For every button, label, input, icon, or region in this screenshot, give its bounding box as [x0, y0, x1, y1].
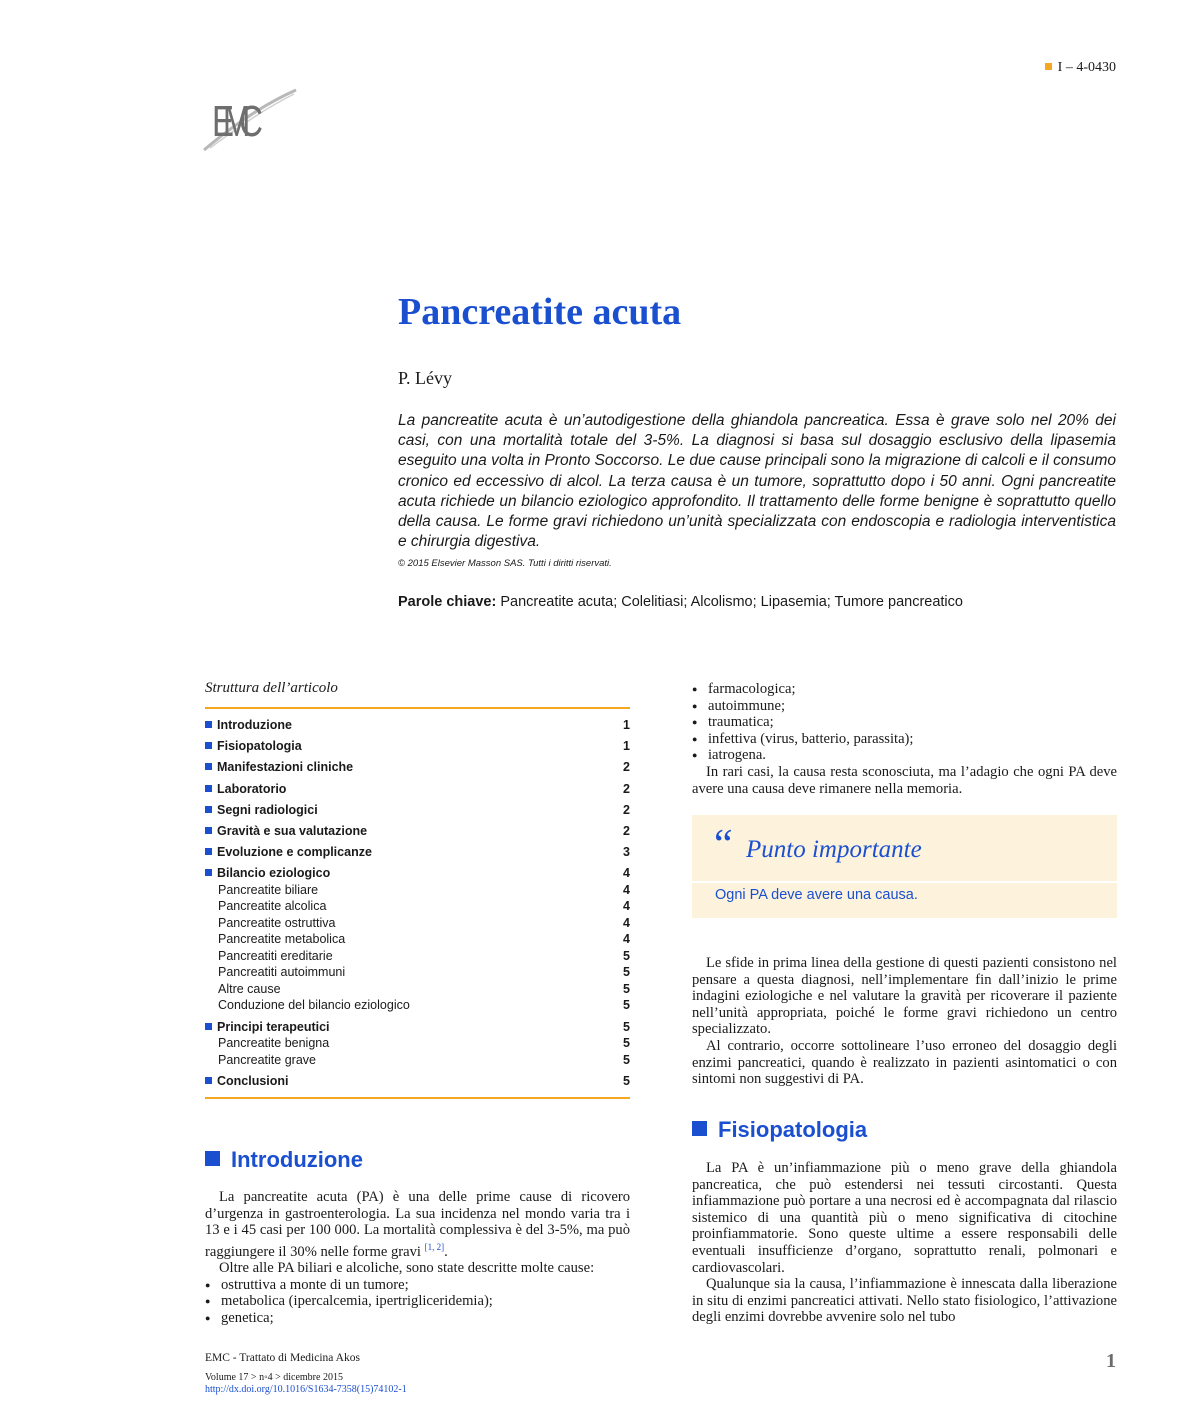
toc-item-label [205, 738, 302, 755]
toc-item-text: Fisiopatologia [217, 739, 302, 754]
doi-link[interactable]: http://dx.doi.org/10.1016/S1634-7358(15)74102-1 [205, 1384, 407, 1395]
toc-item-text: Manifestazioni cliniche [217, 760, 354, 775]
toc-item[interactable] [205, 717, 630, 734]
toc-item-label [205, 781, 286, 798]
introduzione-body [205, 1189, 630, 1327]
toc-item-label [205, 759, 353, 776]
key-point-title: Punto importante [746, 836, 922, 863]
toc-item[interactable] [205, 981, 630, 998]
toc-item-text: Principi terapeutici [217, 1019, 330, 1034]
toc-item-page: 4 [623, 932, 630, 947]
article-title: Pancreatite acuta [398, 291, 682, 333]
toc-item[interactable] [205, 1073, 630, 1090]
toc-item-page: 4 [623, 882, 630, 897]
toc-item-label [205, 844, 372, 861]
toc-item[interactable] [205, 898, 630, 915]
toc-list [205, 709, 630, 1097]
toc-item-text: Evoluzione e complicanze [217, 845, 372, 860]
toc-item[interactable] [205, 997, 630, 1014]
toc-item[interactable] [205, 865, 630, 882]
list-item: ● iatrogena. [692, 747, 1117, 764]
blue-square-icon [205, 1023, 212, 1030]
toc-item-text: Pancreatite ostruttiva [218, 915, 336, 930]
quote-icon: “ [714, 822, 733, 868]
toc-item-label [205, 1019, 330, 1036]
toc-item[interactable] [205, 948, 630, 965]
volume-info: Volume 17 > n◦4 > dicembre 2015 [205, 1372, 343, 1383]
keywords-label: Parole chiave: [398, 594, 497, 610]
list-item: ● genetica; [205, 1310, 630, 1327]
intro-paragraph-1 [205, 1189, 630, 1260]
list-item: ● metabolica (ipercalcemia, ipertrigliceridemia); [205, 1293, 630, 1310]
toc-item[interactable] [205, 1019, 630, 1036]
toc-item-text: Conduzione del bilancio eziologico [218, 998, 410, 1013]
toc-item-text: Pancreatite benigna [218, 1036, 330, 1050]
toc-item[interactable] [205, 915, 630, 932]
toc-item-label [205, 823, 367, 840]
toc-item-label [218, 981, 281, 998]
toc-item[interactable] [205, 802, 630, 819]
toc-item-page: 5 [623, 1073, 630, 1088]
toc-item-text: Conclusioni [217, 1073, 289, 1088]
citation-ref[interactable]: [1, 2] [424, 1241, 445, 1252]
toc-item-page: 5 [623, 998, 630, 1013]
blue-square-icon [205, 848, 212, 855]
toc-item-page: 4 [623, 915, 630, 930]
table-of-contents [205, 680, 630, 1099]
toc-item-label [218, 1052, 316, 1069]
key-point-divider [692, 881, 1117, 883]
intro-p1-end: . [444, 1243, 448, 1260]
blue-square-icon [205, 806, 212, 813]
key-point-box [692, 815, 1117, 918]
cause-list-right [692, 681, 1117, 764]
list-item: ● farmacologica; [692, 681, 1117, 698]
blue-square-icon [205, 763, 212, 770]
toc-item[interactable] [205, 964, 630, 981]
document-code-text: I – 4-0430 [1057, 60, 1116, 75]
toc-item[interactable] [205, 882, 630, 899]
list-item: ● traumatica; [692, 714, 1117, 731]
toc-item-page: 1 [623, 739, 630, 754]
cause-list-left [205, 1277, 630, 1327]
toc-item[interactable] [205, 1052, 630, 1069]
toc-item[interactable] [205, 844, 630, 861]
section-square-icon [692, 1121, 707, 1136]
fisiopatologia-body [692, 1160, 1117, 1326]
article-author: P. Lévy [398, 368, 452, 388]
section-heading-fisiopatologia [692, 1117, 867, 1143]
toc-item-label [205, 717, 292, 734]
orange-square-icon [1045, 63, 1052, 70]
toc-item-page: 4 [623, 899, 630, 914]
toc-item-label [205, 1073, 289, 1090]
toc-item-text: Altre cause [218, 981, 281, 996]
toc-item-text: Pancreatite grave [218, 1052, 316, 1067]
toc-item-text: Laboratorio [217, 781, 287, 796]
section-square-icon [205, 1151, 220, 1166]
intro-p1-text: La pancreatite acuta (PA) è una delle prime cause di ricovero d’urgenza in gastroenterologia. La sua incidenza nel mondo varia tra i 13 e i 45 casi per 100 000. La mortalità complessiva è del 3-5%, ma può raggiungere il 30% nelle forme gravi [205, 1189, 630, 1260]
toc-item-text: Pancreatite biliare [218, 882, 319, 897]
keywords-list: Pancreatite acuta; Colelitiasi; Alcolismo; Lipasemia; Tumore pancreatico [500, 594, 963, 610]
intro-paragraph-2: Oltre alle PA biliari e alcoliche, sono state descritte molte cause: [219, 1260, 595, 1277]
toc-bottom-rule [205, 1097, 630, 1099]
toc-item-text: Bilancio eziologico [217, 866, 331, 881]
right-column-top [692, 681, 1117, 797]
toc-item-page: 5 [623, 1036, 630, 1050]
right-column-middle [692, 955, 1117, 1088]
toc-item-page: 2 [623, 781, 630, 796]
fisio-paragraph-2: Qualunque sia la causa, l’infiammazione è innescata dalla liberazione in situ di enzimi pancreatici attivati. Nello stato fisiologico, l’attivazione degli enzimi dovrebbe avvenire solo nel tubo [692, 1276, 1117, 1326]
toc-item-page: 2 [623, 760, 630, 775]
blue-square-icon [205, 721, 212, 728]
logo-text: EMC [212, 97, 263, 147]
toc-item-text: Segni radiologici [217, 802, 318, 817]
toc-item-text: Pancreatiti autoimmuni [218, 965, 346, 980]
blue-square-icon [205, 869, 212, 876]
toc-item-label [205, 865, 330, 882]
toc-item-page: 2 [623, 823, 630, 838]
toc-item-label [205, 802, 318, 819]
sfide-paragraph: Le sfide in prima linea della gestione di questi pazienti consistono nel pensare a questa diagnosi, nell’implementare fin dall’inizio le prime indagini eziologiche e nel valutare la gravità per ricoverare il paziente nell’unità appropriata, poiché le forme gravi richiedono un centro specializzato. [692, 955, 1117, 1038]
toc-item-label [218, 882, 318, 899]
blue-square-icon [205, 785, 212, 792]
toc-item-label [218, 898, 326, 915]
toc-item-label [218, 997, 410, 1014]
fisio-paragraph-1: La PA è un’infiammazione più o meno grave della ghiandola pancreatica, che può estendersi nei tessuti circostanti. Questa infiammazione può portare a una necrosi ed è accompagnata dal rilascio sistemico di una quantità più o meno significativa di citochine proinfiammatorie. Sono queste ultime a essere responsabili delle eventuali insufficienze d’organo, soprattutto renali, polmonari e cardiovascolari. [692, 1160, 1117, 1276]
toc-item[interactable] [205, 1035, 630, 1052]
toc-item-page: 5 [623, 981, 630, 996]
section-heading-introduzione [205, 1147, 363, 1173]
toc-item-label [218, 1035, 329, 1052]
toc-item-page: 5 [623, 948, 630, 963]
toc-item-page: 3 [623, 845, 630, 860]
blue-square-icon [205, 742, 212, 749]
toc-item[interactable] [205, 759, 630, 776]
toc-item-label [218, 964, 345, 981]
toc-item[interactable] [205, 931, 630, 948]
toc-item-label [218, 948, 333, 965]
article-abstract: La pancreatite acuta è un’autodigestione della ghiandola pancreatica. Essa è grave solo nel 20% dei casi, con una mortalità totale del 3-5%. La diagnosi si basa sul dosaggio esclusivo della lipasemia eseguito una volta in Pronto Soccorso. Le due cause principali sono la migrazione di calcoli e il consumo cronico ed eccessivo di alcol. La terza causa è un tumore, soprattutto dopo i 50 anni. Ogni pancreatite acuta richiede un bilancio eziologico approfondito. Il trattamento delle forme benigne è soprattutto quello della causa. Le forme gravi richiedono un’unità specializzata con endoscopia e radiologia interventistica e chirurgia digestiva. [398, 412, 1116, 551]
toc-item[interactable] [205, 781, 630, 798]
page-number: 1 [1106, 1350, 1116, 1372]
toc-item-page: 4 [623, 866, 630, 881]
rare-cases-paragraph: In rari casi, la causa resta sconosciuta, ma l’adagio che ogni PA deve avere una causa deve rimanere nella memoria. [692, 763, 1117, 797]
key-point-text: Ogni PA deve avere una causa. [715, 887, 918, 903]
document-code [1045, 60, 1116, 76]
section-heading-text: Fisiopatologia [718, 1117, 868, 1142]
toc-item-page: 5 [623, 1019, 630, 1034]
keywords-line [398, 594, 963, 610]
list-item: ● infettiva (virus, batterio, parassita); [692, 731, 1117, 748]
list-item: ● autoimmune; [692, 698, 1117, 715]
blue-square-icon [205, 827, 212, 834]
toc-item-text: Pancreatite metabolica [218, 932, 346, 947]
copyright-notice: © 2015 Elsevier Masson SAS. Tutti i diritti riservati. [398, 558, 612, 569]
toc-title: Struttura dell’articolo [205, 680, 338, 696]
toc-item-page: 5 [623, 965, 630, 980]
toc-item-text: Pancreatite alcolica [218, 899, 327, 914]
toc-item[interactable] [205, 823, 630, 840]
blue-square-icon [205, 1077, 212, 1084]
toc-item-text: Pancreatiti ereditarie [218, 948, 333, 963]
journal-name: EMC - Trattato di Medicina Akos [205, 1352, 360, 1364]
toc-item-page: 5 [623, 1052, 630, 1067]
toc-item-label [218, 915, 335, 932]
section-heading-text: Introduzione [231, 1147, 363, 1172]
contrario-paragraph: Al contrario, occorre sottolineare l’uso erroneo del dosaggio degli enzimi pancreatici, quando è realizzato in pazienti asintomatici o con sintomi non suggestivi di PA. [692, 1037, 1117, 1088]
emc-logo-graphic [200, 78, 300, 154]
toc-item-text: Gravità e sua valutazione [217, 823, 368, 838]
toc-item-text: Introduzione [217, 718, 292, 732]
toc-item-page: 2 [623, 802, 630, 817]
toc-item-label [218, 931, 345, 948]
emc-logo [200, 78, 300, 154]
toc-item-page: 1 [623, 718, 630, 732]
toc-item[interactable] [205, 738, 630, 755]
list-item: ● ostruttiva a monte di un tumore; [205, 1277, 630, 1294]
